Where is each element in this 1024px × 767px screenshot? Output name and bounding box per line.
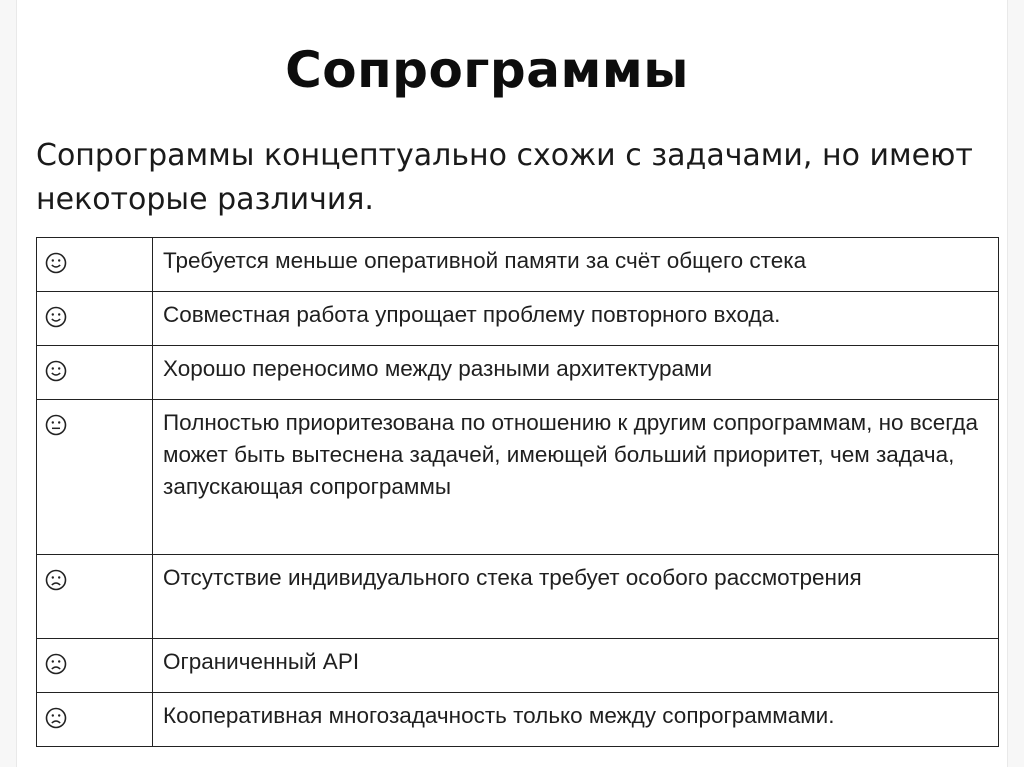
table-row xyxy=(37,238,999,292)
slide-title: Сопрограммы xyxy=(285,41,689,99)
row-text: Совместная работа упрощает проблему повторного входа. xyxy=(153,292,999,346)
icon-cell xyxy=(37,555,153,639)
comparison-table-wrapper xyxy=(36,237,999,747)
icon-cell xyxy=(37,346,153,400)
smile-icon xyxy=(45,306,67,328)
row-text: Хорошо переносимо между разными архитектурами xyxy=(153,346,999,400)
row-text: Требуется меньше оперативной памяти за счёт общего стека xyxy=(153,238,999,292)
smile-icon xyxy=(45,360,67,382)
row-text: Полностью приоритезована по отношению к другим сопрограммам, но всегда может быть вытеснена задачей, имеющей больший приоритет, чем задача, запускающая сопрограммы xyxy=(153,400,999,555)
table-row xyxy=(37,555,999,639)
row-text: Кооперативная многозадачность только между сопрограммами. xyxy=(153,693,999,747)
right-edge xyxy=(1007,0,1024,767)
frown-icon xyxy=(45,653,67,675)
icon-cell xyxy=(37,292,153,346)
intro-paragraph: Сопрограммы концептуально схожи с задачами, но имеют некоторые различия. xyxy=(36,138,973,217)
icon-cell xyxy=(37,693,153,747)
left-edge xyxy=(0,0,17,767)
table-row xyxy=(37,292,999,346)
frown-icon xyxy=(45,569,67,591)
table-row xyxy=(37,693,999,747)
table-row xyxy=(37,400,999,555)
table-row xyxy=(37,346,999,400)
icon-cell xyxy=(37,238,153,292)
icon-cell xyxy=(37,400,153,555)
comparison-table xyxy=(36,237,999,747)
row-text: Ограниченный API xyxy=(153,639,999,693)
smile-icon xyxy=(45,252,67,274)
icon-cell xyxy=(37,639,153,693)
frown-icon xyxy=(45,707,67,729)
neutral-icon xyxy=(45,414,67,436)
row-text: Отсутствие индивидуального стека требует особого рассмотрения xyxy=(153,555,999,639)
table-row xyxy=(37,639,999,693)
